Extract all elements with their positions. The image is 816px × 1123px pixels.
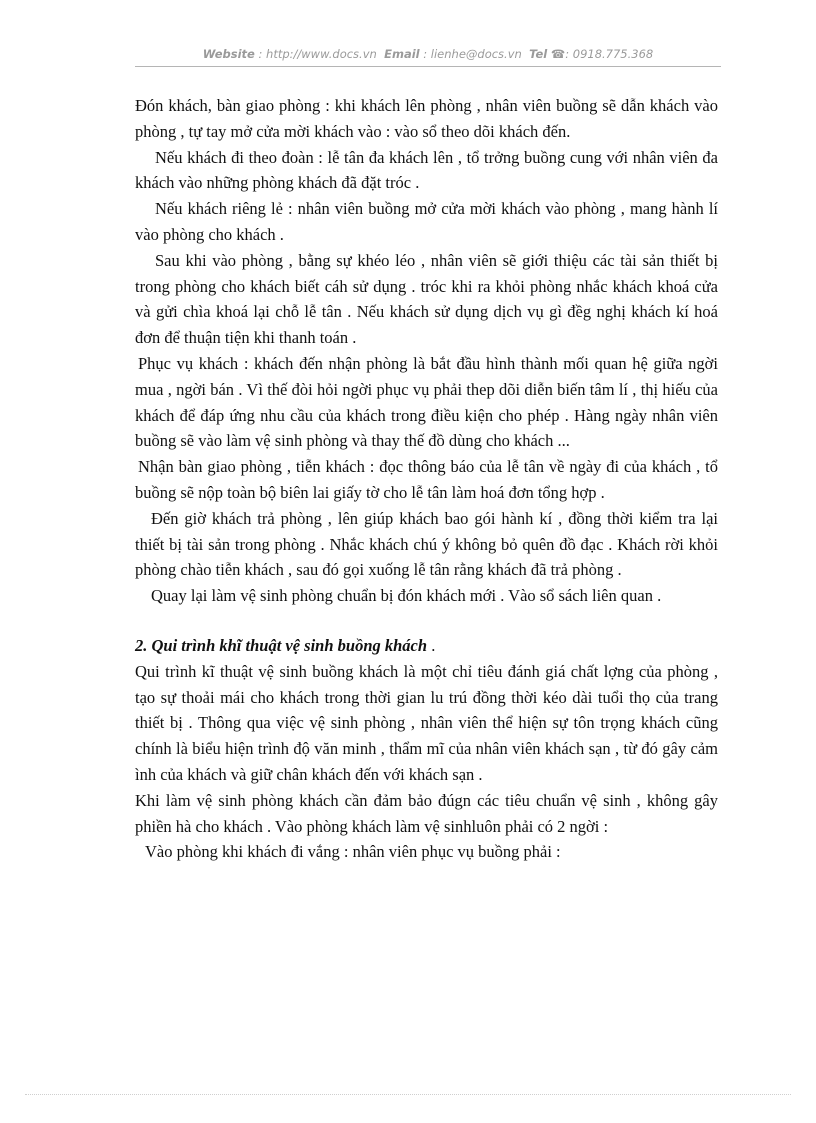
paragraph: Đến giờ khách trả phòng , lên giúp khách bao gói hành kí , đồng thời kiểm tra lại thiết bị tài sản trong phòng . Nhắc khách chú ý không bỏ quên đồ đạc . Khách rời khỏi phòng chào tiễn khách , sau đó gọi xuống lễ tân rằng khách đã trả phòng . [135, 508, 718, 580]
page-header [135, 47, 721, 67]
paragraph: Nhận bàn giao phòng , tiễn khách : đọc thông báo của lễ tân về ngày đi của khách , tổ buồng sẽ nộp toàn bộ biên lai giấy tờ cho lễ tân làm hoá đơn tổng hợp . [135, 457, 718, 502]
paragraph: Đón khách, bàn giao phòng : khi khách lên phòng , nhân viên buồng sẽ dẫn khách vào phòng , tự tay mở cửa mời khách vào : vào sổ theo dõi khách đến. [135, 96, 718, 141]
paragraph: Nếu khách riêng lẻ : nhân viên buồng mở cửa mời khách vào phòng , mang hành lí vào phòng cho khách . [135, 199, 718, 244]
paragraph: Sau khi vào phòng , bằng sự khéo léo , nhân viên sẽ giới thiệu các tài sản thiết bị trong phòng cho khách biết cáh sử dụng . tróc khi ra khỏi phòng nhắc khách khoá cửa và gửi chìa khoá lại chỗ lễ tân . Nếu khách sử dụng dịch vụ gì đềg nghị khách kí hoá đơn để thuận tiện khi thanh toán . [135, 250, 718, 348]
tel-label: Tel [529, 47, 548, 61]
paragraph: Qui trình kĩ thuật vệ sinh buồng khách là một chỉ tiêu đánh giá chất lợng của phòng , tạo sự thoải mái cho khách trong thời gian lu trú đồng thời kéo dài tuổi thọ của trang thiết bị . Thông qua việc vệ sinh phòng , nhân viên thể hiện sự tôn trọng khách cũng chính là biểu hiện trình độ văn minh , thẩm mĩ của nhân viên khách sạn , từ đó gây cảm ình của khách và giữ chân khách đến với khách sạn . [135, 661, 718, 784]
section-heading [135, 633, 718, 659]
paragraph: Vào phòng khi khách đi vắng : nhân viên phục vụ buồng phải : [145, 842, 561, 862]
phone-icon: ☎ [550, 47, 566, 61]
email-label: Email [384, 47, 420, 61]
website-value: : http://www.docs.vn [258, 47, 377, 61]
paragraph: Khi làm vệ sinh phòng khách cần đảm bảo đúgn các tiêu chuẩn vệ sinh , không gây phiền hà cho khách . Vào phòng khách làm vệ sinhluôn phải có 2 ngời : [135, 790, 718, 836]
paragraph: Nếu khách đi theo đoàn : lễ tân đa khách lên , tổ trởng buồng cung với nhân viên đa khách vào những phòng khách đã đặt tróc . [135, 147, 718, 193]
website-label: Website [202, 47, 255, 61]
email-value: : lienhe@docs.vn [423, 47, 522, 61]
section-heading-tail: . [427, 635, 436, 655]
tel-value: : 0918.775.368 [565, 47, 654, 61]
paragraph: Quay lại làm vệ sinh phòng chuẩn bị đón khách mới . Vào sổ sách liên quan . [151, 586, 662, 606]
paragraph: Phục vụ khách : khách đến nhận phòng là bắt đầu hình thành mối quan hệ giữa ngời mua , ngời bán . Vì thế đòi hỏi ngời phục vụ phải thep dõi diễn biến tâm lí , thị hiếu của khách để đáp ứng nhu cầu của khách trong điều kiện cho phép . Hàng ngày nhân viên buồng sẽ vào làm vệ sinh phòng và thay thế đồ dùng cho khách ... [135, 353, 718, 451]
section-heading-text: 2. Qui trình khĩ thuật vệ sinh buồng khách [135, 635, 428, 655]
document-body [135, 93, 718, 865]
footer-divider [25, 1094, 791, 1095]
header-divider [135, 66, 721, 67]
